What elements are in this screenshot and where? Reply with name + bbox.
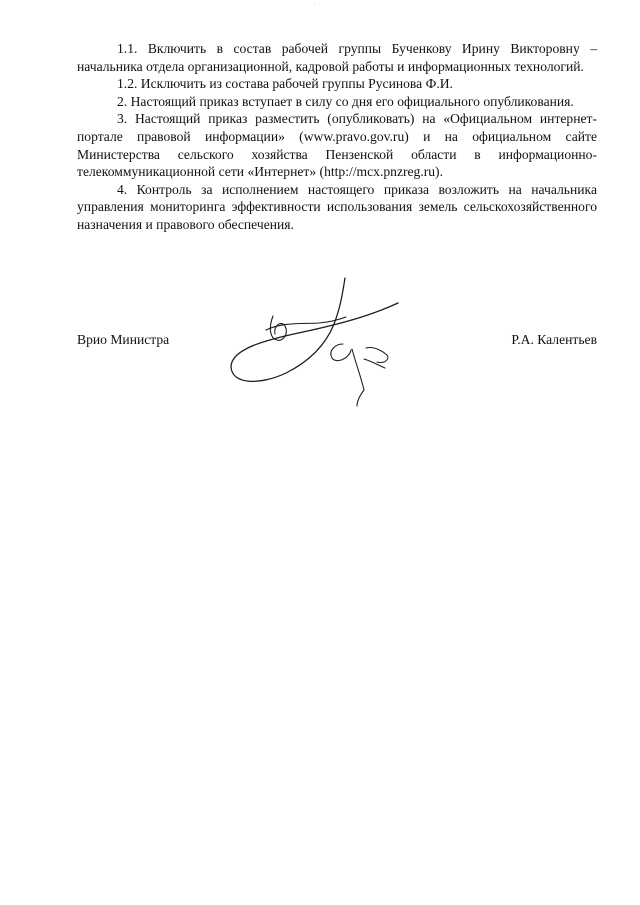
paragraph-1-1: 1.1. Включить в состав рабочей группы Бученкову Ирину Викторовну – начальника отдела организационной, кадровой работы и информационных технологий. <box>77 41 597 74</box>
handwritten-signature <box>225 268 415 413</box>
signatory-title: Врио Министра <box>77 332 170 347</box>
document-body <box>77 40 597 234</box>
paragraph-2: 2. Настоящий приказ вступает в силу со дня его официального опубликования. <box>117 93 574 109</box>
paragraph-1-2: 1.2. Исключить из состава рабочей группы Русинова Ф.И. <box>117 76 453 92</box>
signatory-name: Р.А. Калентьев <box>511 332 597 347</box>
scan-mark <box>314 4 315 5</box>
paragraph-3: 3. Настоящий приказ разместить (опубликовать) на «Официальном интернет-портале правовой информации» (www.pravo.gov.ru) и на официальном сайте Министерства сельского хозяйства Пензенской области в информационно-телекоммуникационной сети «Интернет» (http://mcx.pnzreg.ru). <box>77 111 597 180</box>
paragraph-4: 4. Контроль за исполнением настоящего приказа возложить на начальника управления мониторинга эффективности использования земель сельскохозяйственного назначения и правового обеспечения. <box>77 181 597 232</box>
